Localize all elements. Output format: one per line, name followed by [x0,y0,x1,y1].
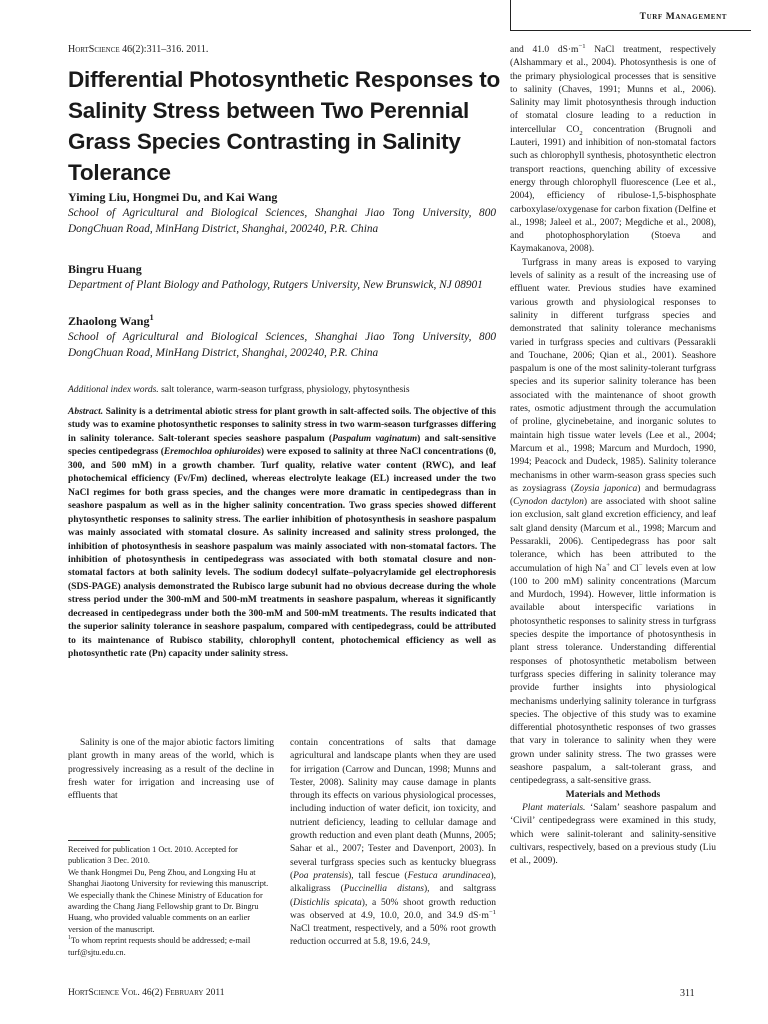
species-name: Zoysia japonica [574,483,638,494]
keywords [68,385,496,395]
abstract [68,406,496,662]
footnotes [68,844,274,958]
footnote-rule [68,840,130,841]
keywords-text: salt tolerance, warm-season turfgrass, physiology, phytosynthesis [161,385,410,395]
text: ) are associated with shoot saline ion exclusion, salt gland excretion efficiency, and leaf salt gland density (Marcum et al., 1998; Marcum and Pessarakli, 2006). Centipedegrass has poor salt tolerance, which has been attributed to the accumulation of high Na [510,497,717,574]
species-name: Festuca arundinacea [407,870,491,881]
author-affiliation: School of Agricultural and Biological Sciences, Shanghai Jiao Tong University, 800 DongChuan Road, MinHang District, Shanghai, 200240, P.R. China [68,331,496,359]
text: concentration (Brugnoli and Lauteri, 1991) and inhibition of non-stomatal factors such as chlorophyll synthesis, photosynthetic electron transport reactions, quenching ability of excessive energy through chlorophyll fluorescence (Lee et al., 2004), efficiency of ribulose-1,5-bisphosphate carboxylase/oxygenase for carbon fixation (Delfine et al., 1998; Jaleel et al., 2007; Megdiche et al., 2008), and photophosphorylation (Stoeva and Kaymakanova, 2008). [510,124,717,255]
body-column-2 [290,737,496,950]
section-heading: Materials and Methods [565,789,661,800]
subscript: 2 [579,129,583,137]
paragraph [290,737,496,950]
superscript: −1 [578,42,586,50]
text: NaCl treatment, respectively (Alshammary et al., 2004). Photosynthesis is one of the primary physiological processes that is sensitive to salinity (Chaves, 1991; Munns et al., 2006). Salinity may limit photosynthesis through induction of stomatal closure leading to a reduction in intercellular CO [510,45,716,135]
species-name: Puccinellia distans [343,884,424,895]
species-name: Eremochloa ophiuroides [163,447,261,458]
citation: HortScience 46(2):311–316. 2011. [68,44,209,55]
footnote: We thank Hongmei Du, Peng Zhou, and Longxing Hu at Shanghai Jiaotong University for reviewing this manuscript. We especially thank the Chinese Ministry of Education for awarding the Chang Jiang Fellowship grant to Dr. Bingru Huang, who provided valuable comments on an earlier version of the manuscript. [68,867,269,934]
subsection-label: Plant materials. [522,802,586,813]
author-names: Zhaolong Wang [68,314,150,328]
section-label: Turf Management [639,12,727,22]
author-names: Bingru Huang [68,262,142,276]
text: contain concentrations of salts that damage agricultural and landscape plants when they are used for irrigation (Carrow and Duncan, 1998; Munns and Tester, 2008). Salinity may cause damage in plants through its effects on various physiological processes, including induction of water deficit, ion toxicity, and nutrient deficiency, leading to cellular damage and growth reduction and even plant death (Munns, 2005; Sahar et al., 2007; Tester and Davenport, 2003). In several turfgrass species such as kentucky bluegrass ( [290,738,496,881]
footnote: Received for publication 1 Oct. 2010. Accepted for publication 3 Dec. 2010. [68,845,238,866]
text: ), tall fescue ( [348,870,408,881]
superscript: −1 [488,908,496,916]
author-affiliation: School of Agricultural and Biological Sciences, Shanghai Jiao Tong University, 800 DongChuan Road, MinHang District, Shanghai, 200240, P.R. China [68,207,496,235]
species-name: Distichlis spicata [293,897,362,908]
running-header [510,0,751,31]
species-name: Cynodon dactylon [513,497,584,508]
text: ) and bermudagrass ( [510,483,716,508]
abstract-text: ) were exposed to salinity at three NaCl concentrations (0, 300, and 500 mM) in a growth chamber. Turf quality, relative water content (RWC), and leaf photochemical efficiency (Fv/Fm) declined, whereas electrolyte leakage (EL) increased under the two NaCl regimes for both grass species, and the changes were more dramatic in centipedegrass than in seashore paspalum as well as in the higher salinity concentration. Two grass species showed different phytosynthetic responses to salinity stress. The earlier inhibition of photosynthesis in seashore paspalum was mainly associated with stomatal closure. As salinity increased and salinity stress prolonged, the inhibition of photosynthesis in seashore paspalum was mainly associated with non-stomatal factors. The inhibition of photosynthesis in centipedegrass was associated with both stomatal closure and non-stomatal factors at both salinity levels. The sodium dodecyl sulfate–polyacrylamide gel electrophoresis (SDS-PAGE) analysis demonstrated the Rubisco large subunit had no obvious decrease during the whole stress period under the 300-mM and 500-mM treatments in seashore paspalum, whereas it significantly decreased in centipedegrass under both the 300-mM and 500-mM treatments. The results indicated that the superior salinity tolerance in seashore paspalum, compared with centipedegrass, could be attributed to its maintenance of Rubisco stability, chlorophyll content, photochemical efficiency as well as photosynthetic rate (Pn) capacity under salinity stress. [68,447,496,660]
author-block-3 [68,314,496,361]
text: levels even at low (100 to 200 mM) salinity concentrations (Marcum and Murdoch, 1994). However, little information is available about interspecific variations in photosynthetic responses to salinity stress in turfgrass species despite the importance of photosynthesis in plant stress tolerance. Understanding differential responses of photosynthetic metabolism between turfgrass species differing in salinity tolerance may provide further insights into physiological mechanisms underlying salinity tolerance in turfgrass species. The objective of this study was to examine differential photosynthetic responses of two grasses that vary in tolerance to salinity when they were grown under salinity stress. The two grasses were seashore paspalum, a salt-tolerant grass, and centipedegrass, a salt-sensitive grass. [510,563,716,787]
species-name: Poa pratensis [293,870,349,881]
paragraph: Salinity is one of the major abiotic factors limiting plant growth in many areas of the world, which is progressively increasing as a result of the decline in fresh water for irrigation and increasing use of effluents that [68,738,274,802]
text: and 41.0 dS·m [510,45,579,55]
body-column-3 [510,44,716,868]
species-name: Paspalum vaginatum [332,433,418,444]
paragraph [510,802,716,868]
footnote-line [68,935,274,958]
page-number: 311 [680,988,695,999]
abstract-text: Salinity is a detrimental abiotic stress for plant growth in salt-affected soils. The objective of this study was to examine photosynthetic responses to salinity stress in two warm-season turfgrasses differing in salinity tolerance. Salt-tolerant species seashore paspalum ( [68,407,496,444]
abstract-label: Abstract. [68,407,104,417]
footnote-marker: 1 [68,935,71,942]
text: NaCl treatment, respectively, and a 50% root growth reduction occurred at 5.8, 19.6, 24.9, [290,924,496,948]
keywords-label: Additional index words. [68,385,159,395]
superscript: + [606,561,610,569]
author-affiliation: Department of Plant Biology and Pathology, Rutgers University, New Brunswick, NJ 08901 [68,279,483,291]
text: ‘Salam’ seashore paspalum and ‘Civil’ centipedegrass were examined in this study, which were salinit-tolerant and salinity-sensitive cultivars, respectively, based on a previous study (Liu et al., 2009). [510,802,716,867]
body-column-1 [68,737,274,803]
text: ), a 50% shoot growth reduction was observed at 4.9, 10.0, 20.0, and 34.9 dS·m [290,897,496,921]
author-block-2 [68,262,496,293]
author-names: Yiming Liu, Hongmei Du, and Kai Wang [68,190,278,204]
text: Turfgrass in many areas is exposed to varying levels of salinity as a result of the increasing use of effluent water. Previous studies have examined various growth and physiological responses to salinity in different turfgrass species and demonstrated that salinity tolerance mechanisms varied in turfgrass species and cultivars (Pessarakli and Touchane, 2006; Qian et al., 2001). Seashore paspalum is one of the most salinity-tolerant turfgrass species and its superior salinity tolerance has been associated with the maintenance of shoot growth rates, osmotic adjustment through the accumulation of proline, glycinebetaine, and inorganic solutes to maintain high tissue water levels (Lee et al., 2004; Marcum et al., 1998; Marcum and Murdoch, 1990, 1994; Peacock and Dudeck, 1985). Salinity tolerance mechanisms in other warm-season grass species such as zoysiagrass ( [510,257,716,494]
text: and Cl [609,563,639,574]
footer-journal: HortScience Vol. 46(2) February 2011 [68,988,225,998]
footnote: To whom reprint requests should be addressed; e-mail turf@sjtu.edu.cn. [68,936,251,957]
author-names-line [68,314,496,329]
text: ), and saltgrass ( [290,884,496,908]
article-title: Differential Photosynthetic Responses to Salinity Stress between Two Perennial Grass Species Contrasting in Salinity Tolerance [68,67,501,185]
text: ), alkaligrass ( [290,870,497,895]
author-block-1 [68,190,496,237]
footnote-marker: 1 [149,313,154,322]
paragraph [510,44,716,257]
abstract-text: ) and salt-sensitive species centipedegrass ( [68,433,496,458]
superscript: − [638,561,643,569]
paragraph [510,257,716,789]
